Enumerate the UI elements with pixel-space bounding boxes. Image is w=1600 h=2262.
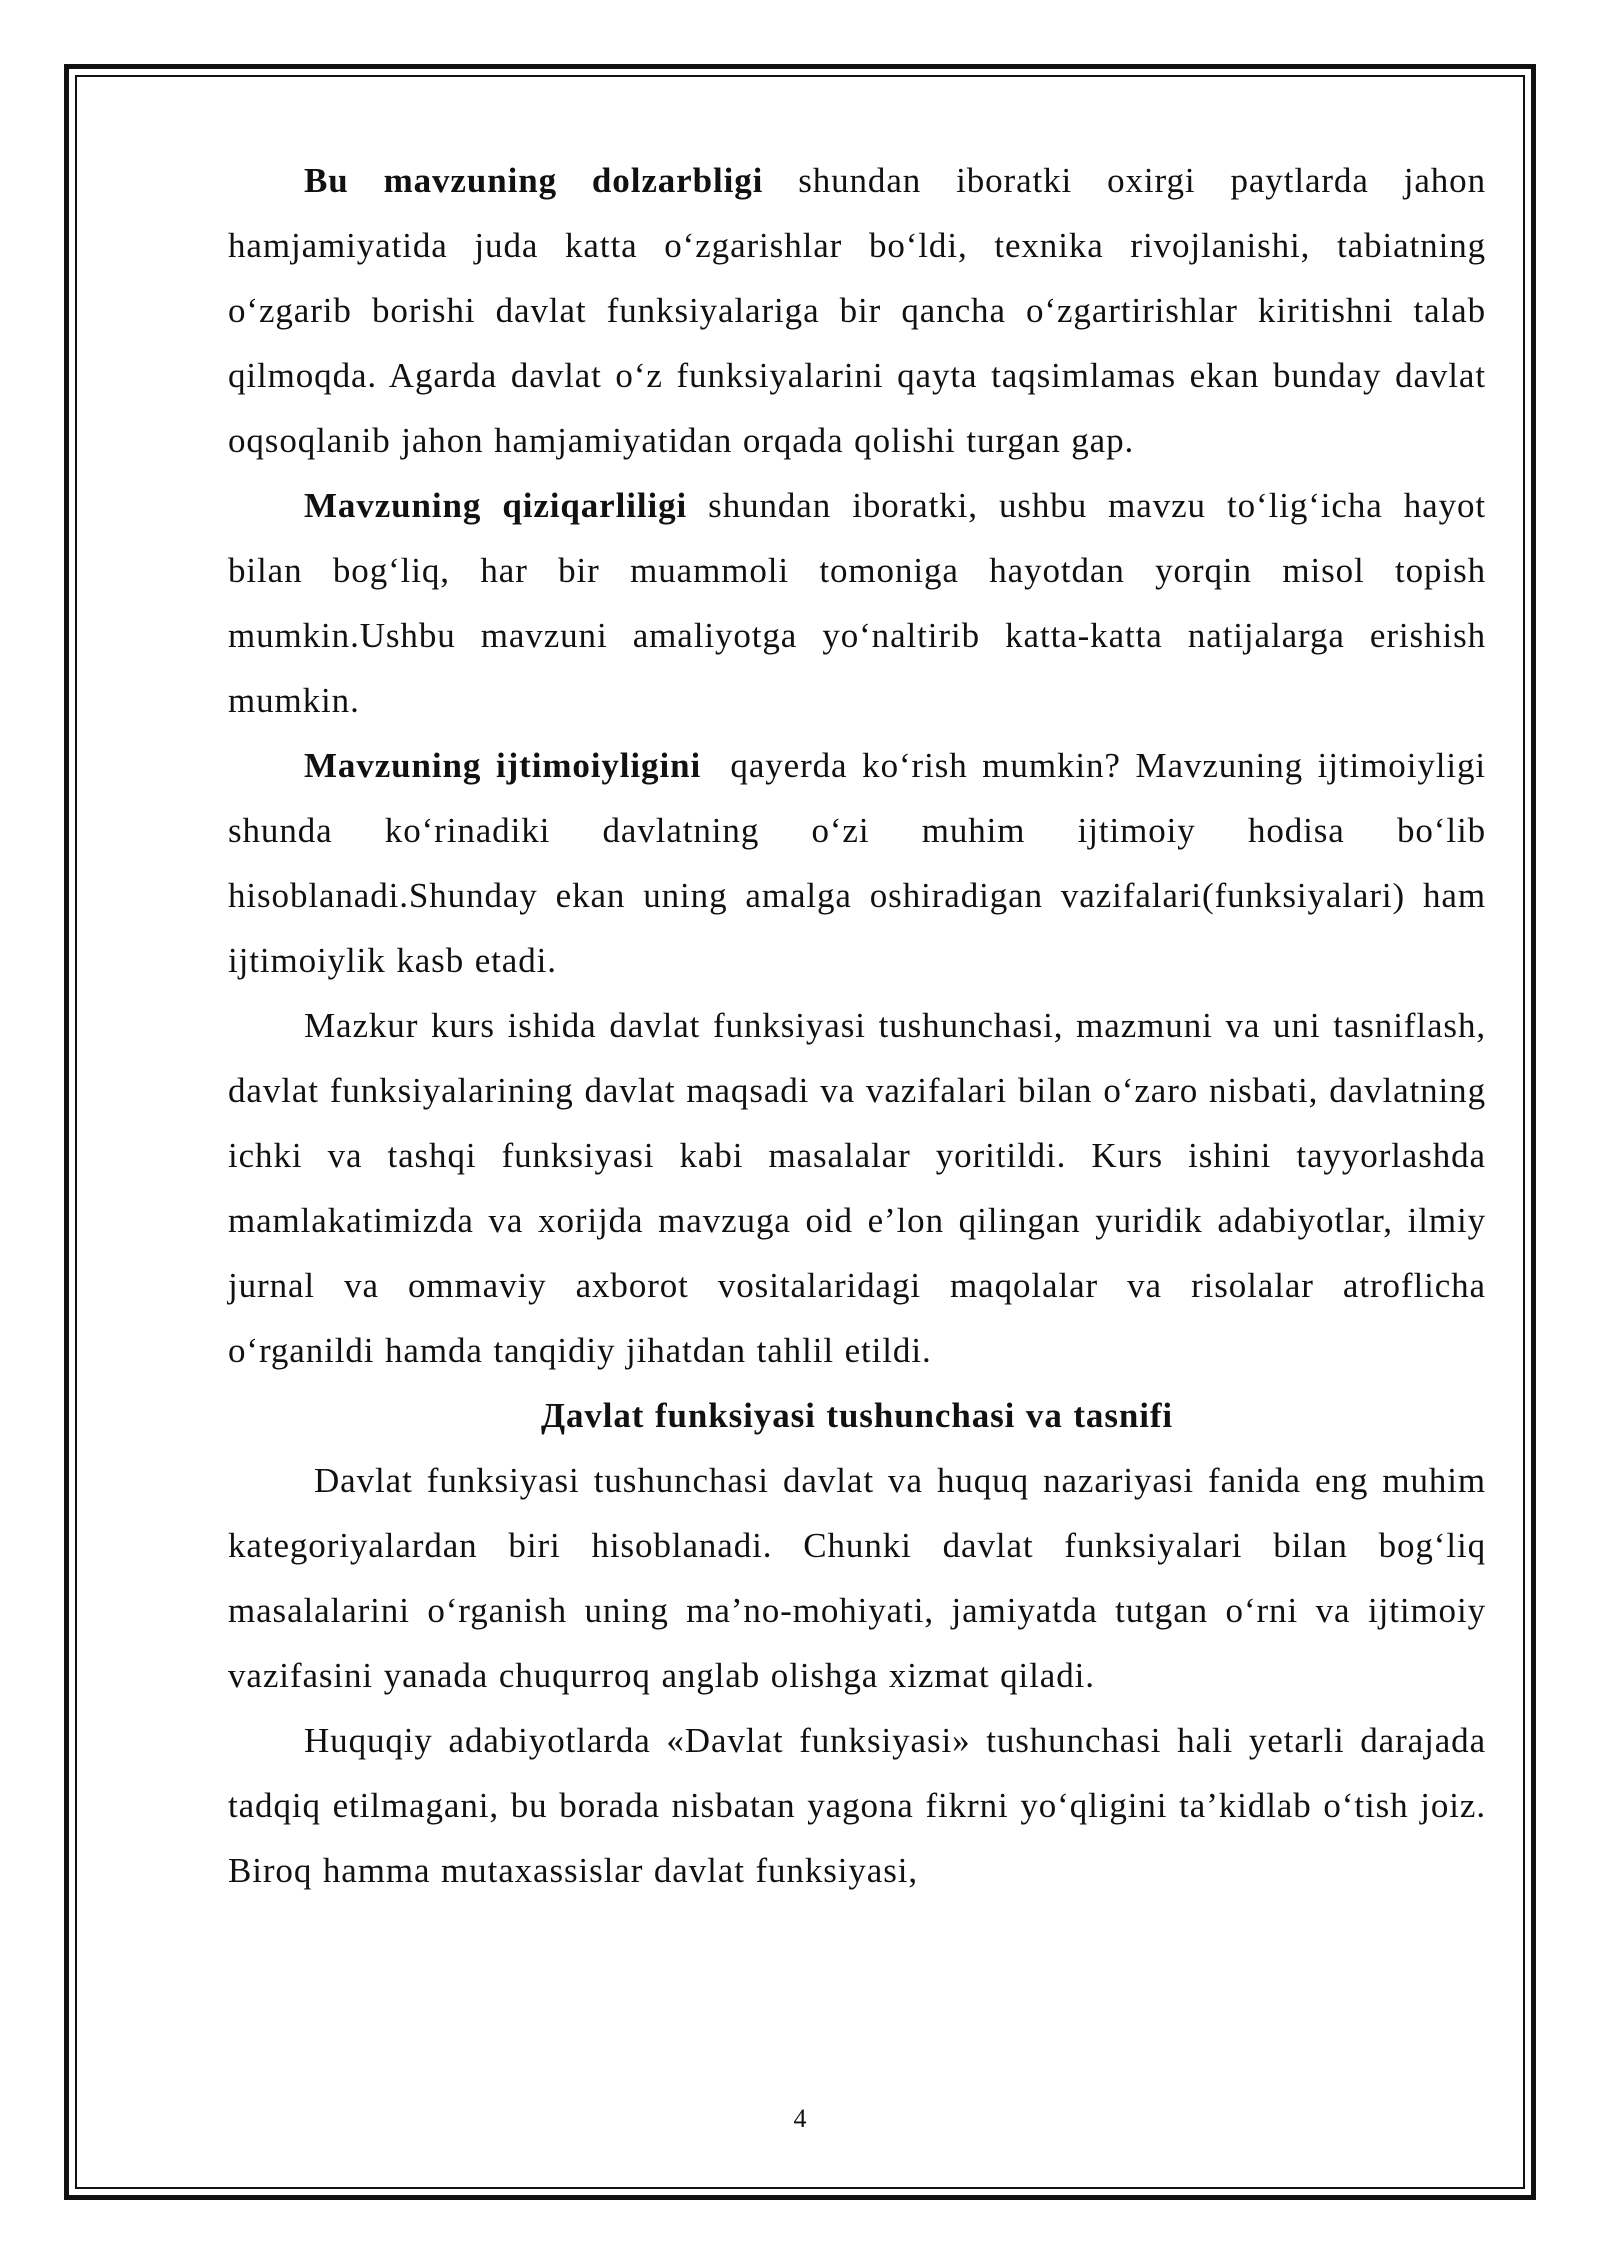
paragraph-definition <box>228 1448 1486 1708</box>
paragraph-text: qayerda ko‘rish mumkin? Mavzuning ijtimoiyligi shunda ko‘rinadiki davlatning o‘zi muhim ijtimoiy hodisa bo‘lib hisoblanadi.Shunday ekan uning amalga oshiradigan vazifalari(funksiyalari) ham ijtimoiylik kasb etadi. <box>228 746 1497 980</box>
paragraph-text: shundan iboratki oxirgi paytlarda jahon hamjamiyatida juda katta o‘zgarishlar bo‘ldi, texnika rivojlanishi, tabiatning o‘zgarib borishi davlat funksiyalariga bir qancha o‘zgartirishlar kiritishni talab qilmoqda. Agarda davlat o‘z funksiyalarini qayta taqsimlamas ekan bunday davlat oqsoqlanib jahon hamjamiyatidan orqada qolishi turgan gap. <box>228 161 1486 460</box>
document-body <box>228 148 1497 1903</box>
paragraph-social <box>228 733 1497 993</box>
paragraph-literature <box>228 1708 1486 1903</box>
paragraph-lead: Bu mavzuning dolzarbligi <box>304 161 764 200</box>
paragraph-relevance <box>228 148 1486 473</box>
paragraph-lead: Mavzuning ijtimoiyligini <box>304 746 702 785</box>
section-heading: Дavlat funksiyasi tushunchasi va tasnifi <box>540 1396 1174 1435</box>
paragraph-interest <box>228 473 1486 733</box>
paragraph-lead: Mavzuning qiziqarliligi <box>304 486 688 525</box>
paragraph-text: Mazkur kurs ishida davlat funksiyasi tushunchasi, mazmuni va uni tasniflash, davlat funksiyalarining davlat maqsadi va vazifalari bilan o‘zaro nisbati, davlatning ichki va tashqi funksiyasi kabi masalalar yoritildi. Kurs ishini tayyorlashda mamlakatimizda va xorijda mavzuga oid e’lon qilingan yuridik adabiyotlar, ilmiy jurnal va ommaviy axborot vositalaridagi maqolalar va risolalar atroflicha o‘rganildi hamda tanqidiy jihatdan tahlil etildi. <box>228 1006 1486 1370</box>
paragraph-scope <box>228 993 1486 1383</box>
paragraph-text: Huquqiy adabiyotlarda «Davlat funksiyasi» tushunchasi hali yetarli darajada tadqiq etilmagani, bu borada nisbatan yagona fikrni yo‘qligini ta’kidlab o‘tish joiz. Biroq hamma mutaxassislar davlat funksiyasi, <box>228 1721 1486 1890</box>
paragraph-text: Davlat funksiyasi tushunchasi davlat va huquq nazariyasi fanida eng muhim kategoriyalardan biri hisoblanadi. Chunki davlat funksiyalari bilan bog‘liq masalalarini o‘rganish uning ma’no-mohiyati, jamiyatda tutgan o‘rni va ijtimoiy vazifasini yanada chuqurroq anglab olishga xizmat qiladi. <box>228 1461 1486 1695</box>
paragraph-text: shundan iboratki, ushbu mavzu to‘lig‘icha hayot bilan bog‘liq, har bir muammoli tomoniga hayotdan yorqin misol topish mumkin.Ushbu mavzuni amaliyotga yo‘naltirib katta-katta natijalarga erishish mumkin. <box>228 486 1486 720</box>
page-number: 4 <box>793 2104 807 2133</box>
